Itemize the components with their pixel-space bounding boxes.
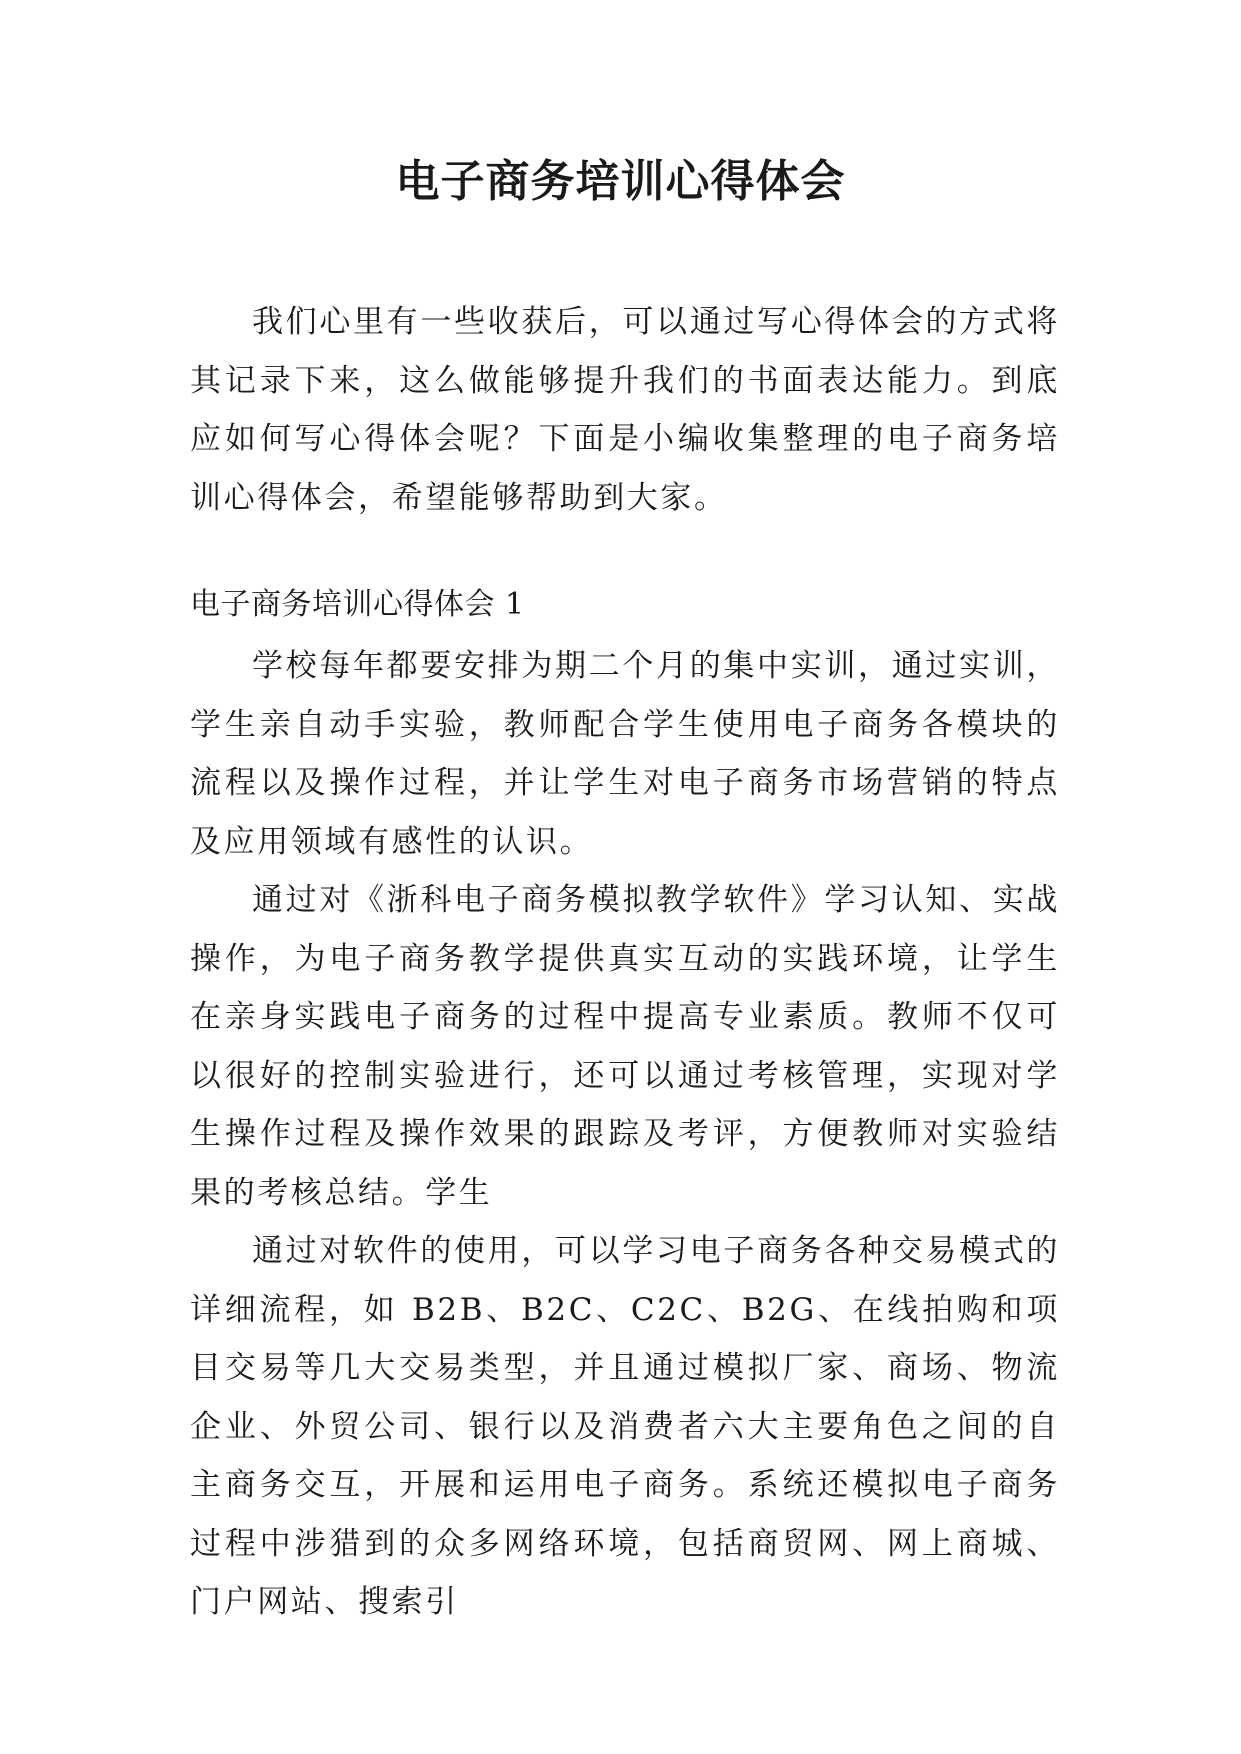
paragraph-2: 通过对《浙科电子商务模拟教学软件》学习认知、实战操作，为电子商务教学提供真实互动的实践环境，让学生在亲身实践电子商务的过程中提高专业素质。教师不仅可以很好的控制实验进行，还可以通过考核管理，实现对学生操作过程及操作效果的跟踪及考评，方便教师对实验结果的考核总结。学生 (190, 882, 1060, 1211)
document-title: 电子商务培训心得体会 (395, 156, 846, 207)
paragraph-3: 通过对软件的使用，可以学习电子商务各种交易模式的详细流程，如 B2B、B2C、C2C、B2G、在线拍购和项目交易等几大交易类型，并且通过模拟厂家、商场、物流企业、外贸公司、银行以及消费者六大主要角色之间的自主商务交互，开展和运用电子商务。系统还模拟电子商务过程中涉猎到的众多网络环境，包括商贸网、网上商城、门户网站、搜索引 (190, 1233, 1060, 1620)
intro-paragraph: 我们心里有一些收获后，可以通过写心得体会的方式将其记录下来，这么做能够提升我们的书面表达能力。到底应如何写心得体会呢？下面是小编收集整理的电子商务培训心得体会，希望能够帮助到大家。 (190, 304, 1060, 516)
paragraph-1: 学校每年都要安排为期二个月的集中实训，通过实训，学生亲自动手实验，教师配合学生使用电子商务各模块的流程以及操作过程，并让学生对电子商务市场营销的特点及应用领域有感性的认识。 (190, 648, 1060, 860)
section-heading: 电子商务培训心得体会 1 (190, 587, 525, 622)
